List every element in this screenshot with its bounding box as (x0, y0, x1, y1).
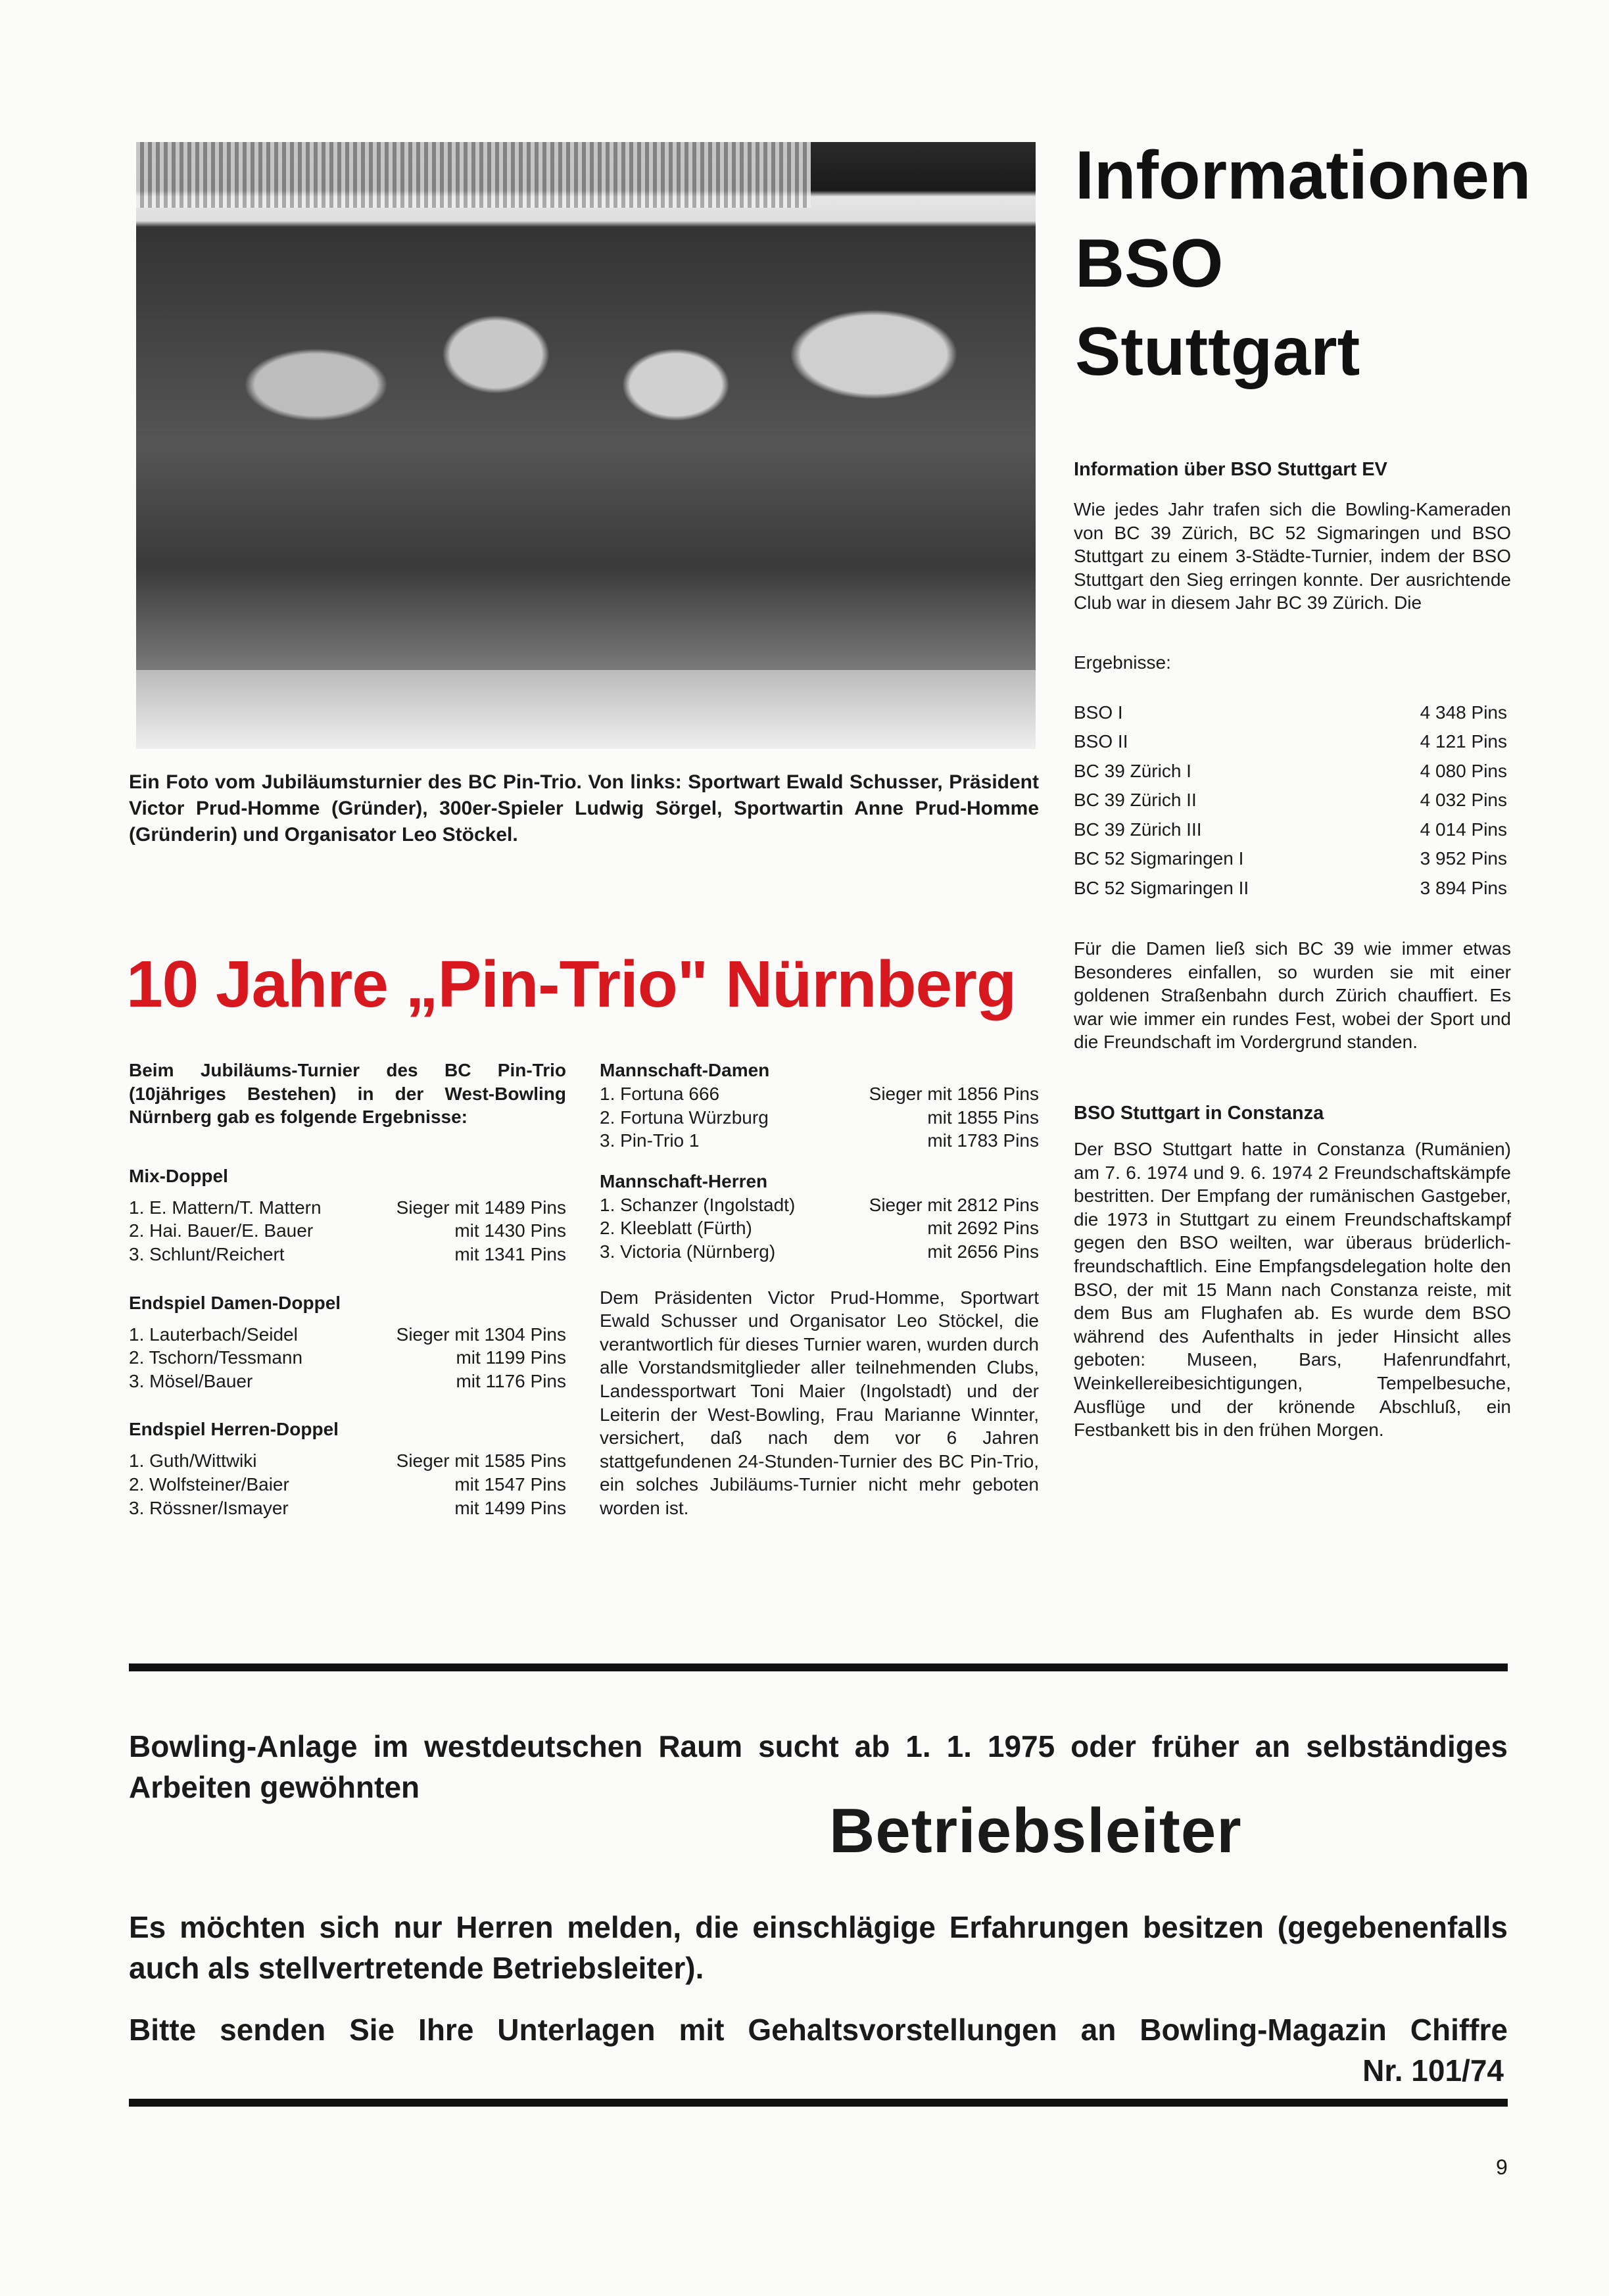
section-heading: Mannschaft-Herren (600, 1170, 768, 1191)
result-name: 1. E. Mattern/T. Mattern (129, 1197, 322, 1218)
result-row (129, 1449, 566, 1473)
photo-caption: Ein Foto vom Jubiläumsturnier des BC Pin-Trio. Von links: Sportwart Ewald Schusser, Präsident Victor Prud-Homme (Gründer), 300er-Spieler Ludwig Sörgel, Sportwartin Anne Prud-Homme (Gründerin) und Organisator Leo Stöckel. (129, 771, 1039, 846)
section-heading: Endspiel Herren-Doppel (129, 1419, 339, 1440)
team-name: BC 39 Zürich I (1074, 760, 1191, 781)
result-section (129, 1419, 566, 1519)
result-name: 3. Rössner/Ismayer (129, 1497, 289, 1518)
team-pins: 4 121 Pins (1420, 731, 1507, 752)
result-name: 2. Kleeblatt (Fürth) (600, 1218, 752, 1239)
result-row (600, 1129, 1039, 1153)
result-score: Sieger mit 1856 Pins (869, 1084, 1039, 1104)
middle-column (600, 1060, 1039, 1520)
result-row (600, 1082, 1039, 1106)
result-score: mit 2692 Pins (927, 1218, 1039, 1239)
result-row (129, 1370, 566, 1393)
result-score: mit 2656 Pins (927, 1241, 1039, 1262)
team-name: BSO II (1074, 731, 1128, 752)
team-name: BC 52 Sigmaringen II (1074, 877, 1249, 898)
intro-paragraph: Beim Jubiläums-Turnier des BC Pin-Trio (10jähriges Bestehen) in der West-Bowling Nürnberg gab es folgende Ergebnisse: (129, 1060, 566, 1128)
result-name: 1. Guth/Wittwiki (129, 1450, 257, 1471)
team-pins: 3 894 Pins (1420, 877, 1507, 898)
result-name: 2. Hai. Bauer/E. Bauer (129, 1220, 314, 1241)
result-score: mit 1547 Pins (454, 1473, 566, 1495)
result-row (129, 1196, 566, 1220)
result-row (129, 1243, 566, 1266)
result-section (129, 1166, 566, 1266)
ad-line2: Es möchten sich nur Herren melden, die einschlägige Erfahrungen besitzen (gegebenenfalls auch als stellvertretende Betriebsleiter). (129, 1910, 1508, 1985)
constanza-heading: BSO Stuttgart in Constanza (1074, 1103, 1324, 1124)
team-pins: 4 032 Pins (1420, 790, 1507, 811)
left-column (129, 1059, 566, 1546)
title-line: Informationen (1075, 137, 1531, 214)
result-row (1074, 757, 1507, 786)
section-heading: Mix-Doppel (129, 1165, 228, 1186)
trophy-table (136, 670, 1036, 749)
result-score: mit 1783 Pins (927, 1130, 1039, 1151)
result-score: mit 1199 Pins (456, 1347, 566, 1368)
info-paragraph: Wie jedes Jahr trafen sich die Bowling-Kameraden von BC 39 Zürich, BC 52 Sigmaringen und BSO Stuttgart zu einem 3-Städte-Turnier, indem der BSO Stuttgart den Sieg erringen konnte. Der ausrichtende Club war in diesem Jahr BC 39 Zürich. Die (1074, 499, 1511, 613)
result-name: 3. Schlunt/Reichert (129, 1243, 285, 1264)
mid-paragraph: Dem Präsidenten Victor Prud-Homme, Sportwart Ewald Schusser und Organisator Leo Stöckel, die verantwortlich für dieses Turnier waren, wurden durch alle Vorstandsmitglieder aller teilnehmenden Clubs, Landessportwart Toni Maier (Ingolstadt) und der Leiterin der West-Bowling, Frau Marianne Winnter, versichert, daß nach dem vor 6 Jahren stattgefundenen 24-Stunden-Turnier des BC Pin-Trio, ein solches Jubiläums-Turnier nicht mehr geboten worden ist. (600, 1287, 1039, 1518)
result-row (600, 1216, 1039, 1240)
article-headline: 10 Jahre „Pin-Trio" Nürnberg (126, 947, 1017, 1021)
result-name: 3. Pin-Trio 1 (600, 1130, 700, 1151)
result-section (600, 1060, 1039, 1153)
result-row (129, 1496, 566, 1520)
section-heading: Endspiel Damen-Doppel (129, 1292, 341, 1313)
title-line: Stuttgart (1075, 314, 1360, 390)
results-table (1074, 698, 1511, 903)
ad-line1: Bowling-Anlage im westdeutschen Raum sucht ab 1. 1. 1975 oder früher an selbständiges Arbeiten gewöhnten (129, 1729, 1508, 1804)
ad-line3 (129, 2009, 1508, 2091)
constanza-paragraph: Der BSO Stuttgart hatte in Constanza (Rumänien) am 7. 6. 1974 und 9. 6. 1974 2 Freundschaftskämpfe bestritten. Der Empfang der rumänischen Gastgeber, die 1973 in Stuttgart zu einem Freundschaftskampf gegen den BSO weilten, war überaus brüderlich-freundschaftlich. Eine Empfangsdelegation holte den BSO, der mit 15 Mann nach Constanza reiste, mit dem Bus am Flughafen ab. Es wurde dem BSO während des Aufenthalts in jeder Hinsicht alles geboten: Museen, Bars, Hafenrundfahrt, Weinkellereibesichtigungen, Tempelbesuche, Ausflüge und der krönende Abschluß, ein Festbankett bis in den frühen Morgen. (1074, 1139, 1511, 1441)
result-row (129, 1219, 566, 1243)
result-row (1074, 786, 1507, 815)
ceiling-lamp (136, 142, 811, 208)
info-heading: Information über BSO Stuttgart EV (1074, 459, 1387, 480)
divider-bottom (129, 2099, 1508, 2107)
result-row (1074, 874, 1507, 903)
result-name: 3. Victoria (Nürnberg) (600, 1241, 776, 1262)
result-score: Sieger mit 1304 Pins (396, 1324, 566, 1345)
team-name: BSO I (1074, 702, 1123, 723)
section-title (1075, 132, 1531, 396)
result-row (1074, 698, 1507, 728)
result-score: Sieger mit 2812 Pins (869, 1194, 1039, 1215)
tournament-photo (136, 142, 1036, 749)
damen-paragraph: Für die Damen ließ sich BC 39 wie immer etwas Besonderes einfallen, so wurden sie mit einer goldenen Straßenbahn durch Zürich chauffiert. Es war wie immer ein rundes Fest, wobei der Sport und die Freundschaft im Vordergrund standen. (1074, 938, 1511, 1053)
left-results (129, 1166, 566, 1519)
results-label: Ergebnisse: (1074, 652, 1171, 673)
result-row (1074, 727, 1507, 757)
divider-top (129, 1663, 1508, 1671)
info-article (1074, 459, 1511, 1442)
result-row (129, 1323, 566, 1347)
team-pins: 4 080 Pins (1420, 760, 1507, 781)
result-score: mit 1176 Pins (456, 1370, 566, 1391)
result-row (129, 1473, 566, 1496)
result-score: mit 1499 Pins (454, 1497, 566, 1518)
result-score: mit 1341 Pins (454, 1243, 566, 1264)
result-row (600, 1240, 1039, 1264)
result-score: Sieger mit 1585 Pins (396, 1450, 566, 1471)
result-name: 2. Fortuna Würzburg (600, 1107, 769, 1128)
result-name: 1. Fortuna 666 (600, 1084, 720, 1104)
result-name: 3. Mösel/Bauer (129, 1370, 253, 1391)
result-score: mit 1430 Pins (454, 1220, 566, 1241)
ad-chiffre: Nr. 101/74 (1362, 2053, 1504, 2088)
result-row (600, 1193, 1039, 1217)
result-section (600, 1171, 1039, 1264)
team-name: BC 39 Zürich II (1074, 790, 1197, 811)
team-name: BC 52 Sigmaringen I (1074, 848, 1244, 869)
ad-line3-text: Bitte senden Sie Ihre Unterlagen mit Gehaltsvorstellungen an Bowling-Magazin Chiffre (129, 2013, 1508, 2047)
result-score: mit 1855 Pins (927, 1107, 1039, 1128)
result-section (129, 1293, 566, 1393)
result-name: 2. Tschorn/Tessmann (129, 1347, 303, 1368)
result-row (129, 1346, 566, 1370)
result-name: 1. Schanzer (Ingolstadt) (600, 1194, 796, 1215)
result-row (1074, 815, 1507, 845)
result-row (600, 1106, 1039, 1130)
ad-position: Betriebsleiter (829, 1796, 1242, 1866)
team-pins: 4 348 Pins (1420, 702, 1507, 723)
result-row (1074, 844, 1507, 874)
result-name: 2. Wolfsteiner/Baier (129, 1473, 289, 1495)
title-line: BSO (1075, 226, 1224, 302)
section-heading: Mannschaft-Damen (600, 1060, 770, 1080)
team-pins: 3 952 Pins (1420, 848, 1507, 869)
mid-results (600, 1060, 1039, 1264)
result-score: Sieger mit 1489 Pins (396, 1197, 566, 1218)
page-number: 9 (1496, 2155, 1508, 2179)
result-name: 1. Lauterbach/Seidel (129, 1324, 298, 1345)
team-name: BC 39 Zürich III (1074, 819, 1202, 840)
team-pins: 4 014 Pins (1420, 819, 1507, 840)
